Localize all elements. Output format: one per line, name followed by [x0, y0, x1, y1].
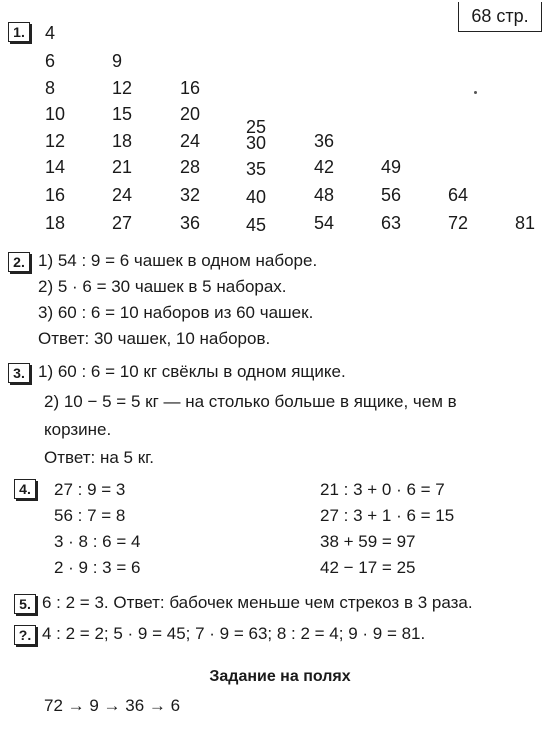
table-cell: 32 — [180, 185, 201, 205]
table-cell: 45 — [246, 215, 267, 235]
table-cell: 56 — [381, 185, 402, 205]
table-cell: 10 — [45, 104, 66, 124]
table-cell: 49 — [381, 157, 402, 177]
task-5-text: 6 : 2 = 3. Ответ: бабочек меньше чем стрекоз в 3 раза. — [42, 593, 473, 612]
task-1-number: 1. — [8, 22, 30, 42]
table-cell: 14 — [45, 157, 66, 177]
table-cell: 18 — [45, 213, 66, 233]
table-cell: 20 — [180, 104, 201, 124]
table-cell: 24 — [180, 131, 201, 151]
table-cell: 15 — [112, 104, 133, 124]
task-2-number: 2. — [8, 252, 30, 272]
table-cell: 25 — [246, 117, 267, 137]
table-cell: 48 — [314, 185, 335, 205]
task-4-number: 4. — [14, 479, 36, 499]
table-cell: 28 — [180, 157, 201, 177]
table-cell: 81 — [515, 213, 536, 233]
table-cell: 12 — [45, 131, 66, 151]
task-3-number: 3. — [8, 363, 30, 383]
margin-task-heading: Задание на полях — [209, 668, 351, 685]
table-cell: 24 — [112, 185, 133, 205]
margin-task-chain: 72 → 9 → 36 → 6 — [44, 696, 181, 715]
table-cell: 9 — [112, 51, 123, 71]
table-cell: 8 — [45, 78, 56, 98]
table-cell: 21 — [112, 157, 133, 177]
table-cell: 36 — [314, 131, 335, 151]
task-4-right-2: 27 : 3 + 1 · 6 = 15 — [320, 506, 455, 525]
task-question-text: 4 : 2 = 2; 5 · 9 = 45; 7 · 9 = 63; 8 : 2 = 4; 9 · 9 = 81. — [42, 624, 426, 643]
table-cell: 40 — [246, 187, 267, 207]
table-cell: 72 — [448, 213, 469, 233]
task-3-line-3: корзине. — [44, 420, 112, 439]
task-4-right-3: 38 + 59 = 97 — [320, 532, 416, 551]
table-cell: 30 — [246, 133, 267, 153]
table-cell: 63 — [381, 213, 402, 233]
task-3-line-2: 2) 10 − 5 = 5 кг — на столько больше в ящике, чем в — [44, 392, 457, 411]
task-4-right-1: 21 : 3 + 0 · 6 = 7 — [320, 480, 445, 499]
table-cell: 16 — [180, 78, 201, 98]
task-2-line-3: 3) 60 : 6 = 10 наборов из 60 чашек. — [38, 303, 314, 322]
table-cell: 64 — [448, 185, 469, 205]
table-cell: 16 — [45, 185, 66, 205]
table-cell: 12 — [112, 78, 133, 98]
table-cell: 27 — [112, 213, 133, 233]
table-cell: 54 — [314, 213, 335, 233]
task-4-right-4: 42 − 17 = 25 — [320, 558, 416, 577]
table-cell: 36 — [180, 213, 201, 233]
task-5-number: 5. — [14, 594, 36, 614]
task-question-number: ?. — [14, 625, 36, 645]
task-3-answer: Ответ: на 5 кг. — [44, 448, 155, 467]
table-cell: 18 — [112, 131, 133, 151]
table-cell: 6 — [45, 51, 56, 71]
table-cell: 42 — [314, 157, 335, 177]
task-4-left-4: 2 · 9 : 3 = 6 — [54, 558, 141, 577]
table-cell: 4 — [45, 23, 56, 43]
task-2-line-1: 1) 54 : 9 = 6 чашек в одном наборе. — [38, 251, 318, 270]
page-number-tag: 68 стр. — [458, 2, 542, 32]
task-2-line-2: 2) 5 · 6 = 30 чашек в 5 наборах. — [38, 277, 287, 296]
task-2-answer: Ответ: 30 чашек, 10 наборов. — [38, 329, 271, 348]
task-4-left-2: 56 : 7 = 8 — [54, 506, 126, 525]
task-4-left-3: 3 · 8 : 6 = 4 — [54, 532, 141, 551]
task-3-line-1: 1) 60 : 6 = 10 кг свёклы в одном ящике. — [38, 362, 346, 381]
table-cell: 35 — [246, 159, 267, 179]
scan-speck — [474, 91, 477, 94]
task-4-left-1: 27 : 9 = 3 — [54, 480, 126, 499]
